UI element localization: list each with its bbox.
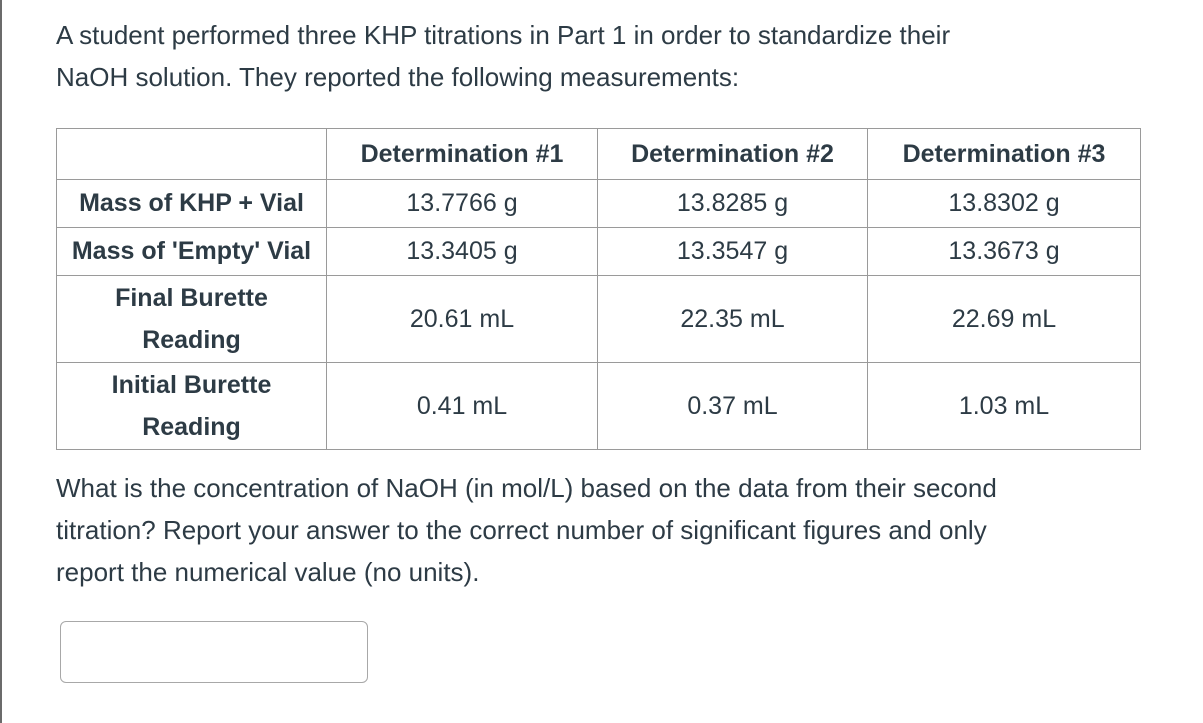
row-label-line: Reading bbox=[142, 413, 241, 441]
row-label-mass-empty-vial: Mass of 'Empty' Vial bbox=[57, 228, 327, 276]
table-cell: 22.35 mL bbox=[598, 276, 868, 363]
measurements-table bbox=[56, 128, 1141, 450]
column-header-determination-2: Determination #2 bbox=[598, 129, 868, 180]
table-cell: 22.69 mL bbox=[868, 276, 1141, 363]
table-cell: 20.61 mL bbox=[327, 276, 598, 363]
table-row bbox=[57, 228, 1141, 276]
table-cell: 13.7766 g bbox=[327, 180, 598, 228]
table-cell: 13.8285 g bbox=[598, 180, 868, 228]
table-row bbox=[57, 363, 1141, 450]
answer-input[interactable] bbox=[60, 621, 368, 683]
question-intro bbox=[56, 14, 1156, 98]
row-label-line: Final Burette bbox=[115, 284, 268, 312]
question-body bbox=[56, 467, 1156, 593]
row-label-line: Initial Burette bbox=[111, 371, 272, 399]
question-body-line: titration? Report your answer to the correct number of significant figures and only bbox=[56, 515, 987, 545]
table-cell: 13.3405 g bbox=[327, 228, 598, 276]
row-label-mass-khp-vial: Mass of KHP + Vial bbox=[57, 180, 327, 228]
question-body-line: What is the concentration of NaOH (in mol/L) based on the data from their second bbox=[56, 473, 997, 503]
table-cell: 13.3547 g bbox=[598, 228, 868, 276]
table-cell: 1.03 mL bbox=[868, 363, 1141, 450]
table-cell: 0.37 mL bbox=[598, 363, 868, 450]
table-corner-cell bbox=[57, 129, 327, 180]
table-cell: 13.8302 g bbox=[868, 180, 1141, 228]
table-header-row bbox=[57, 129, 1141, 180]
row-label-line: Reading bbox=[142, 326, 241, 354]
row-label-initial-burette-reading bbox=[57, 363, 327, 450]
question-body-line: report the numerical value (no units). bbox=[56, 557, 480, 587]
table-cell: 0.41 mL bbox=[327, 363, 598, 450]
column-header-determination-3: Determination #3 bbox=[868, 129, 1141, 180]
column-header-determination-1: Determination #1 bbox=[327, 129, 598, 180]
page-left-border bbox=[0, 0, 2, 723]
question-intro-line: NaOH solution. They reported the following measurements: bbox=[56, 62, 740, 92]
question-intro-line: A student performed three KHP titrations in Part 1 in order to standardize their bbox=[56, 20, 951, 50]
table-row bbox=[57, 180, 1141, 228]
row-label-final-burette-reading bbox=[57, 276, 327, 363]
table-row bbox=[57, 276, 1141, 363]
table-cell: 13.3673 g bbox=[868, 228, 1141, 276]
